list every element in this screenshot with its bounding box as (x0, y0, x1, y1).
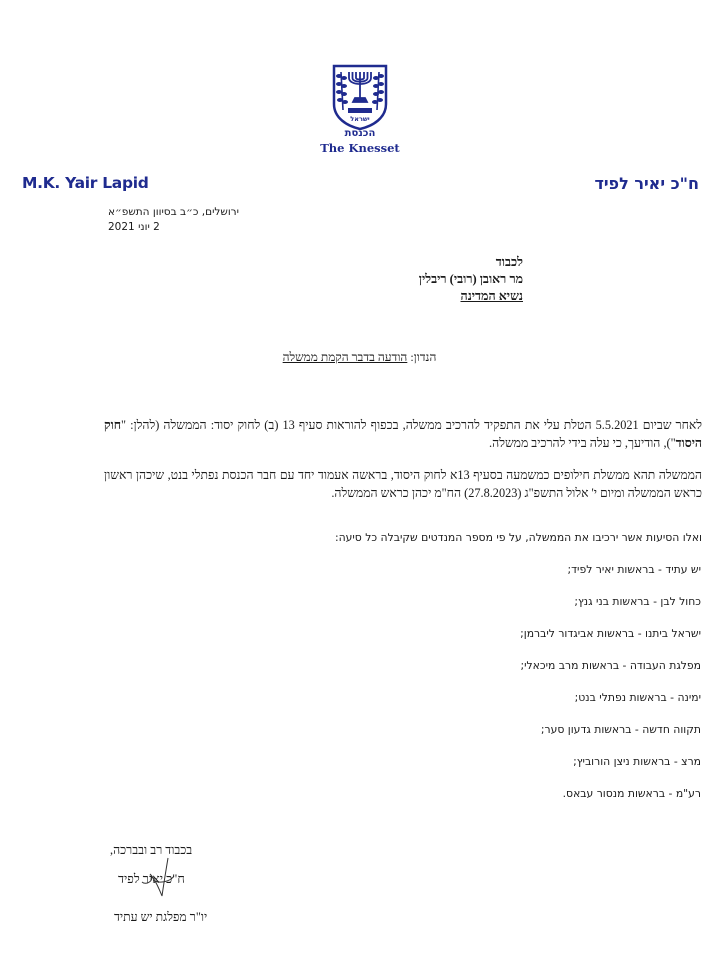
p1-text-b: "), הודיעך, כי עלה בידי להרכיב ממשלה. (489, 436, 676, 450)
party-list (301, 562, 701, 818)
body-paragraph-3: ואלו הסיעות אשר ירכיבו את הממשלה, על פי מספר המנדטים שקיבלה כל סיעה: (334, 531, 702, 544)
subject-label: הנדון: (410, 350, 437, 364)
signature-name: ח"כ יאיר לפיד (118, 872, 185, 886)
list-item: מפלגת העבודה - בראשות מרב מיכאלי; (520, 659, 701, 672)
date-block (108, 205, 268, 235)
list-item: רע"מ - בראשות מנסור עבאס. (562, 787, 701, 800)
body-paragraph-1 (104, 416, 702, 452)
sender-name-hebrew: ח"כ יאיר לפיד (594, 174, 699, 193)
p1-text-a: לאחר שביום 5.5.2021 הטלת עלי את התפקיד להרכיב ממשלה, בכפוף להוראות סעיף 13 (ב) לחוק יסוד: הממשלה (להלן: " (121, 418, 702, 432)
list-item: כחול לבן - בראשות בני גנץ; (574, 595, 701, 608)
p1-defined-term: חוק היסוד (104, 418, 702, 450)
list-item: יש עתיד - בראשות יאיר לפיד; (567, 563, 701, 576)
recipient-title: נשיא המדינה (460, 289, 523, 303)
list-item: ישראל ביתנו - בראשות אביגדור ליברמן; (520, 627, 701, 640)
closing-regards: בכבוד רב ובברכה, (110, 843, 193, 857)
recipient-salutation: לכבוד (495, 255, 523, 269)
svg-text:ישראל: ישראל (350, 115, 370, 123)
emblem-label-english: The Knesset (320, 141, 400, 155)
hebrew-date: ירושלים, כ״ב בסיוון התשפ״א (108, 206, 239, 218)
recipient-name: מר ראובן (רובי) ריבלין (418, 272, 523, 286)
sender-name-english: M.K. Yair Lapid (22, 174, 149, 192)
subject-value: הודעה בדבר הקמת ממשלה (282, 350, 408, 364)
signer-role: יו"ר מפלגת יש עתיד (114, 910, 208, 924)
subject-line (0, 350, 719, 365)
list-item: מרצ - בראשות ניצן הורוביץ; (573, 755, 701, 768)
list-item: תקווה חדשה - בראשות גדעון סער; (540, 723, 701, 736)
list-item: ימינה - בראשות נפתלי בנט; (574, 691, 701, 704)
knesset-emblem-icon (331, 64, 389, 130)
emblem-label-hebrew: הכנסת (344, 128, 376, 139)
gregorian-date: 2 יוני 2021 (108, 221, 160, 233)
recipient-block (263, 254, 523, 305)
body-paragraph-2: הממשלה תהא ממשלת חילופים כמשמעה בסעיף 13א לחוק היסוד, בראשה אעמוד יחד עם חבר הכנסת נפתלי בנט, שיכהן ראשון כראש הממשלה ומיום י' אלול התשפ"ג (27.8.2023) הח"מ יכהן כראש הממשלה. (104, 468, 702, 500)
